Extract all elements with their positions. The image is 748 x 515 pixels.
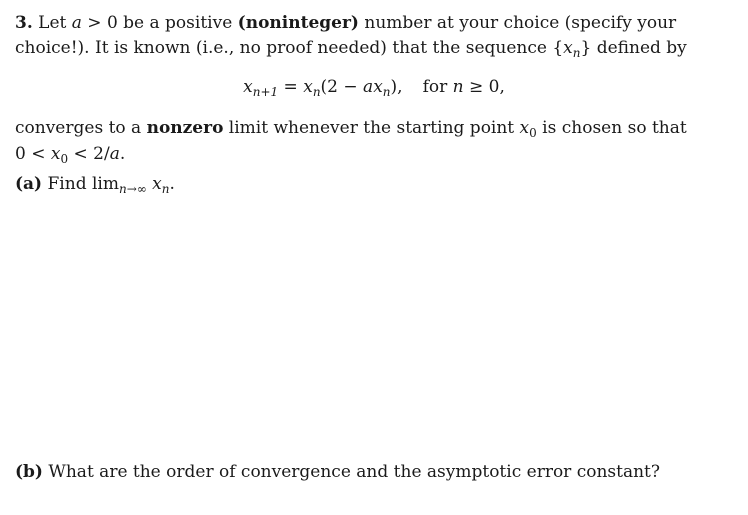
line1-text-b: > 0 be a positive [81, 13, 238, 33]
line2-text-b: } defined by [580, 38, 687, 58]
x0-sub-2: 0 [60, 152, 69, 166]
rhs-paren-open: (2 − [320, 77, 364, 97]
line3-text-b: limit whenever the starting point [223, 118, 520, 138]
equals-sign: = [278, 77, 304, 97]
lhs-var: x [243, 77, 253, 97]
var-a: a [71, 13, 82, 33]
part-b-label: (b) [15, 462, 43, 482]
condition-var: n [452, 77, 464, 97]
line1-text-c: number at your choice (specify your [358, 13, 677, 33]
seq-var: x [563, 38, 573, 58]
line2-text-a: choice!). It is known (i.e., no proof needed) that the sequence { [15, 38, 564, 58]
recurrence-condition [423, 77, 505, 97]
noninteger-emphasis: (noninteger) [237, 13, 359, 33]
seq-sub: n [572, 46, 581, 60]
problem-line-3 [15, 117, 687, 139]
rhs-x: x [373, 77, 383, 97]
line4-text-b: < 2/ [68, 144, 110, 164]
rhs-paren-close: ), [390, 77, 403, 97]
line3-text-c: is chosen so that [536, 118, 687, 138]
x0-var: x [519, 118, 530, 138]
condition-text: for [422, 77, 453, 97]
line1-text-a: Let [32, 13, 72, 33]
display-equation [0, 76, 748, 98]
rhs-x-sub: n [382, 85, 391, 99]
answer-space [15, 200, 733, 450]
rhs-sub: n [312, 85, 321, 99]
problem-line-2 [15, 37, 687, 59]
part-b [15, 461, 660, 483]
part-a-var-sub: n [161, 182, 170, 196]
problem-line-4 [15, 143, 125, 165]
recurrence-equation [243, 77, 402, 97]
part-b-text: What are the order of convergence and the asymptotic error constant? [42, 462, 660, 482]
nonzero-emphasis: nonzero [146, 118, 224, 138]
condition-rest: ≥ 0, [463, 77, 505, 97]
x0-sub: 0 [529, 126, 537, 140]
problem-line-1 [15, 12, 676, 34]
lhs-sub: n+1 [252, 85, 279, 99]
part-a-end: . [169, 174, 175, 194]
var-a-2: a [109, 144, 120, 164]
rhs-a: a [363, 77, 374, 97]
part-a-label: (a) [15, 174, 43, 194]
lim-sub: n→∞ [118, 182, 147, 196]
part-a [15, 173, 175, 195]
x0-var-2: x [50, 144, 61, 164]
line4-text-a: 0 < [15, 144, 51, 164]
part-a-var: x [152, 174, 162, 194]
problem-number: 3. [15, 13, 33, 33]
line3-text-a: converges to a [15, 118, 147, 138]
rhs-var: x [303, 77, 313, 97]
part-a-text: Find lim [42, 174, 119, 194]
line4-text-c: . [119, 144, 126, 164]
